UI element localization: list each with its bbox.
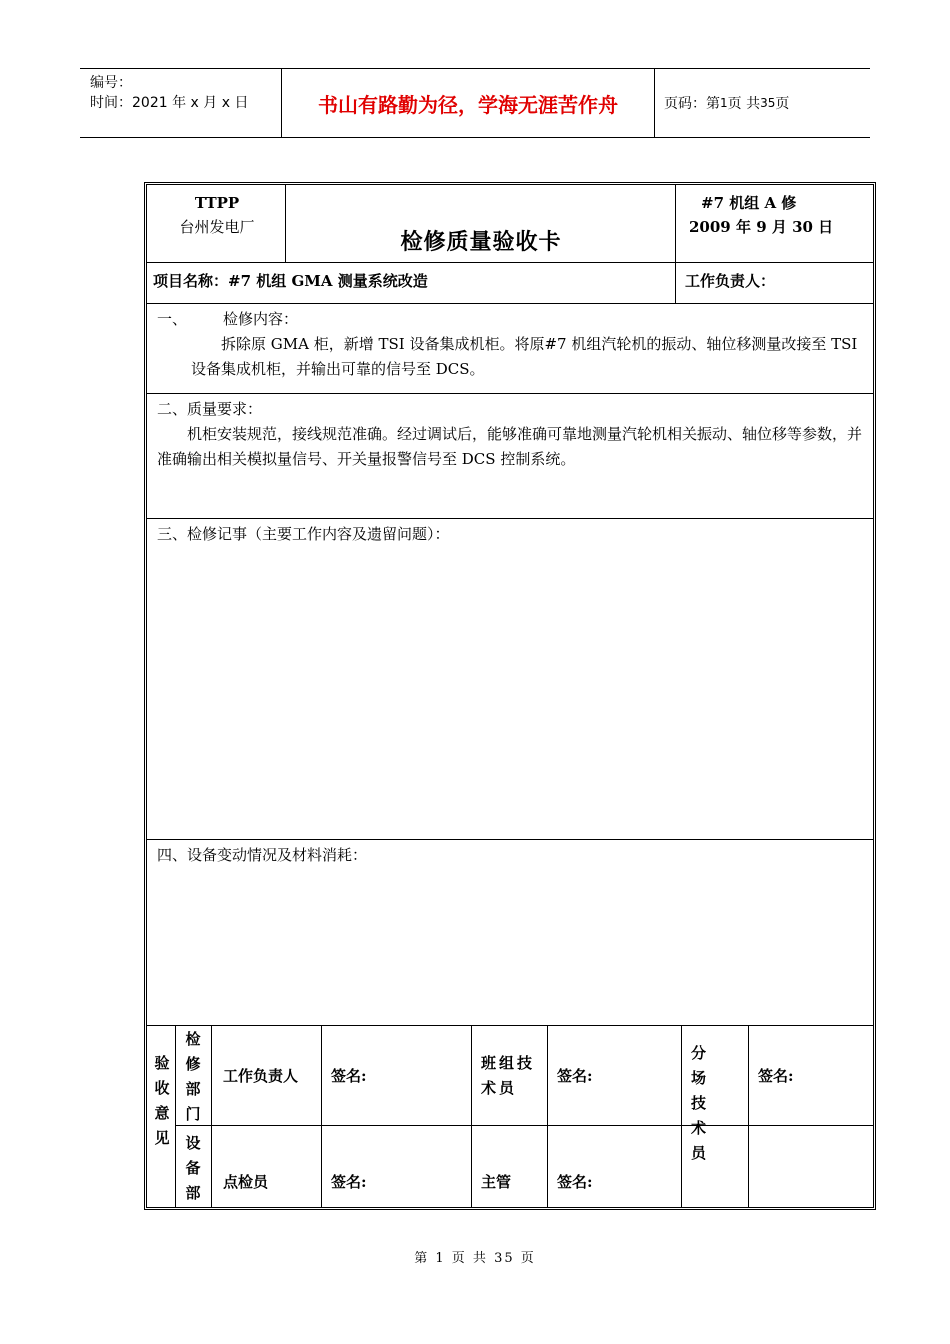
acceptance-label: 验收意见 — [154, 1054, 170, 1147]
sign-work-leader: 签名: — [331, 1067, 367, 1085]
role-inspector: 点检员 — [223, 1173, 269, 1191]
role-work-leader: 工作负责人 — [223, 1067, 299, 1085]
section1-heading: 检修内容： — [223, 310, 299, 328]
sign-site-technician: 签名: — [758, 1067, 794, 1085]
section2-heading: 二、质量要求： — [157, 400, 263, 418]
dept-maintenance: 检修部门 — [185, 1030, 201, 1123]
footer-mid: 页 共 — [451, 1251, 488, 1266]
role-supervisor: 主管 — [481, 1173, 512, 1191]
footer-total: 35 — [494, 1251, 515, 1266]
responsible-label: 工作负责人： — [685, 272, 776, 290]
role-team-technician: 班组技术员 — [481, 1054, 536, 1097]
page-code-current: 1 — [720, 96, 728, 110]
card-title: 检修质量验收卡 — [400, 229, 562, 255]
number-label: 编号： — [90, 75, 132, 91]
page-header — [80, 68, 870, 138]
org-block — [153, 191, 281, 239]
motto: 书山有路勤为径，学海无涯苦作舟 — [318, 92, 618, 117]
section4-heading: 四、设备变动情况及材料消耗： — [157, 846, 368, 864]
sign-team-technician: 签名: — [557, 1067, 593, 1085]
page-code-mid: 页 共 — [727, 96, 761, 112]
footer-suffix: 页 — [520, 1251, 536, 1266]
section3-heading: 三、检修记事（主要工作内容及遗留问题）： — [157, 525, 450, 543]
page-code-prefix: 页码：第 — [664, 96, 720, 112]
footer-prefix: 第 — [414, 1251, 430, 1266]
overhaul-date: 2009 年 9 月 30 日 — [689, 218, 834, 236]
page-code-suffix: 页 — [775, 96, 790, 112]
dept-equipment: 设备部 — [185, 1134, 201, 1202]
page-code — [664, 69, 789, 137]
page-code-total: 35 — [760, 96, 776, 110]
org-code: TTPP — [194, 194, 240, 212]
time-label: 时间：2021 年 x 月 x 日 — [90, 95, 249, 111]
section1-body: 拆除原 GMA 柜，新增 TSI 设备集成机柜。将原#7 机组汽轮机的振动、轴位移测量改接至 TSI 设备集成机柜，并输出可靠的信号至 DCS。 — [191, 335, 858, 378]
page-footer — [0, 1247, 950, 1266]
overhaul-unit: #7 机组 A 修 — [701, 194, 797, 212]
overhaul-block — [677, 191, 867, 239]
role-site-technician: 分场技术员 — [691, 1044, 723, 1162]
sign-supervisor: 签名: — [557, 1173, 593, 1191]
org-name: 台州发电厂 — [179, 218, 255, 236]
project-name: 项目名称：#7 机组 GMA 测量系统改造 — [153, 272, 428, 290]
header-meta — [90, 73, 280, 113]
sign-inspector: 签名: — [331, 1173, 367, 1191]
footer-current: 1 — [435, 1251, 446, 1266]
section1-num: 一、 — [157, 310, 188, 328]
section2-body: 机柜安装规范，接线规范准确。经过调试后，能够准确可靠地测量汽轮机相关振动、轴位移等参数，并准确输出相关模拟量信号、开关量报警信号至 DCS 控制系统。 — [157, 425, 863, 468]
inspection-card — [144, 182, 876, 1210]
